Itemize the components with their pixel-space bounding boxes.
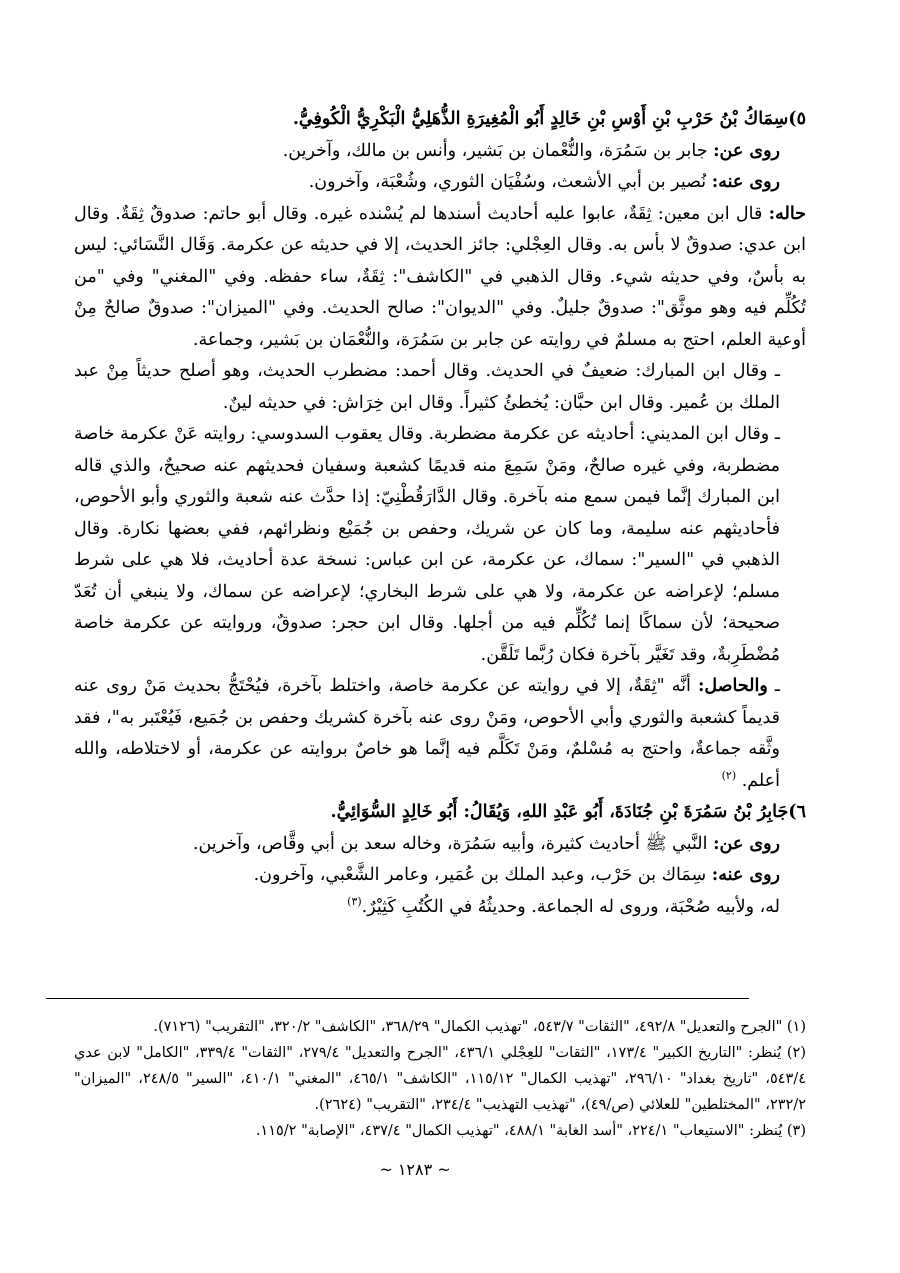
footnote-separator [46, 998, 749, 999]
footnote-1: (١) "الجرح والتعديل" ٤٩٢/٨، "الثقات" ٥٤٣/٧، "تهذيب الكمال" ٣٦٨/٢٩، "الكاشف" ٣٢٠/٢، "التقريب" (٧١٢٦). [153, 1019, 806, 1035]
entry-5-conclusion [74, 671, 806, 797]
footnotes [74, 1014, 806, 1144]
entry-5-paragraph-2: ـ وقال ابن المبارك: ضعيفٌ في الحديث. وقال أحمد: مضطرب الحديث، وهو أصلح حديثاً مِنْ عبد الملك بن عُمير. وقال ابن حبَّان: يُخطئُ كثيراً. وقال ابن خِرَاش: في حديثه لينٌ. [74, 361, 780, 413]
footnote-2: (٢) يُنظر: "التاريخ الكبير" ١٧٣/٤، "الثقات" للعِجْلي ٤٣٦/١، "الجرح والتعديل" ٢٧٩/٤، "الثقات" ٣٣٩/٤، "الكامل" لابن عدي ٥٤٣/٤، "تاريخ بغداد" ٢٩٦/١٠، "تهذيب الكمال" ١١٥/١٢، "الكاشف" ٤٦٥/١، "المغني" ٤١٠/١، "السير" ٢٤٨/٥، "الميزان" ٢٣٢/٢، "المختلطين" للعلائي (ص/٤٩)، "تهذيب التهذيب" ٢٣٤/٤، "التقريب" (٢٦٢٤). [74, 1045, 807, 1113]
footnote-ref-2[interactable]: (٢) [721, 768, 737, 782]
conclusion-dash: ـ [767, 676, 780, 696]
status-text: قال ابن معين: ثِقَةٌ، عابوا عليه أحاديث أسندها لم يُسْنده غيره. وقال أبو حاتم: صدوقٌ ثِقَةٌ. وقال ابن عدي: صدوقٌ لا بأس به. وقال العِجْلي: جائز الحديث، إلا في حديثه عن عكرمة. وَقَال النَّسَائي: ليس به بأسٌ، وفي حديثه شيء. وقال الذهبي في "الكاشف": ثِقَةٌ، ساء حفظه. وفي "المغني" وفي "من تُكُلِّم فيه وهو موثَّق": صدوقٌ جليلٌ. وفي "الديوان": صالح الحديث. وفي "الميزان": صدوقٌ صالحٌ مِنْ أوعية العلم، احتج به مسلمٌ في روايته عن جابر بن سَمُرَة، والنُّعْمَان بن بَشير، وجماعة. [74, 203, 806, 350]
companionship-text: له، ولأبيه صُحْبَة، وروى له الجماعة. وحديثُهُ في الكُتُبِ كَثِيْرٌ. [361, 896, 780, 917]
status-label: حاله: [768, 203, 806, 224]
entry-5-narrated-by [74, 167, 806, 199]
entry-6-companionship [74, 892, 806, 924]
footnote-ref-3[interactable]: (٣) [347, 894, 362, 908]
entry-5-heading: ٥)سِمَاكُ بْنُ حَرْبِ بْنِ أَوْسِ بْنِ خَالِدٍ أَبُو الْمُغِيرَةِ الذُّهَلِيُّ الْبَكْرِيُّ الْكُوفِيُّ. [292, 109, 806, 129]
narrated-from-text: النَّبي ﷺ أحاديث كثيرة، وأبيه سَمُرَة، وخاله سعد بن أبي وقَّاص، وآخرين. [192, 833, 714, 854]
narrated-by-label: روى عنه: [711, 865, 780, 885]
narrated-by-text: سِمَاك بن حَرْب، وعبد الملك بن عُمَير، وعامر الشَّعْبي، وآخرون. [253, 865, 712, 885]
entry-5-status [74, 199, 806, 357]
entry-5-paragraph-3: ـ وقال ابن المديني: أحاديثه عن عكرمة مضطربة. وقال يعقوب السدوسي: روايته عَنْ عكرمة خاصة مضطربة، وفي غيره صالحٌ، ومَنْ سَمِعَ منه قديمًا كشعبة وسفيان فحديثهم عنه صحيحٌ، والذي قاله ابن المبارك إنَّما فيمن سمع منه بآخرة. وقال الدَّارَقُطْنِيّ: إذا حدَّث عنه شعبة والثوري وأبو الأحوص، فأحاديثهم عنه سليمة، وما كان عن شريك، وحفص بن جُمَيْع ونظرائهم، ففي بعضها نكارة. وقال الذهبي في "السير": سماك، عن عكرمة، عن ابن عباس: نسخة عدة أحاديث، فلا هي على شرط مسلم؛ لإعراضه عن عكرمة، ولا هي على شرط البخاري؛ لإعراضه عن سماك، ولا ينبغي أن تُعَدّ صحيحة؛ لأن سماكًا إنما تُكُلِّم فيه من أجلها. وقال ابن حجر: صدوقٌ، وروايته عن عكرمة خاصة مُضْطَرِبةٌ، وقد تَغَيَّر بآخرة فكان رُبَّما تَلَقَّن. [74, 424, 780, 665]
narrated-by-label: روى عنه: [711, 172, 780, 192]
entry-6-narrated-by [74, 860, 806, 892]
conclusion-text: أنَّه "ثِقَةٌ، إلا في روايته عن عكرمة خاصة، واختلط بآخرة، فيُحْتَجُّ بحديث مَنْ روى عنه قديماً كشعبة والثوري وأبي الأحوص، ومَنْ روى عنه بآخرة كشريك وحفص بن جُمَيع، فَيُعْتَبر به"، فقد وثَّقه جماعةٌ، واحتج به مُسْلمٌ، ومَنْ تَكَلَّم فيه إنَّما هو خاصٌ بروايته عن عكرمة، أو لاختلاطه، والله أعلم. [74, 676, 780, 791]
entry-5-narrated-from [74, 136, 806, 168]
footnote-3: (٣) يُنظر: "الاستيعاب" ٢٢٤/١، "أسد الغابة" ٤٨٨/١، "تهذيب الكمال" ٤٣٧/٤، "الإصابة" ١١٥/٢. [255, 1123, 806, 1139]
narrated-from-label: روى عن: [713, 833, 780, 854]
narrated-from-text: جابر بن سَمُرَة، والنُّعْمان بن بَشير، وأنس بن مالك، وآخرين. [282, 140, 714, 161]
narrated-by-text: نُصير بن أبي الأشعث، وسُفْيَان الثوري، وشُعْبَة، وآخرون. [308, 172, 712, 192]
page-number: ~ ١٢٨٣ ~ [379, 1160, 451, 1179]
entry-6-narrated-from [74, 829, 806, 861]
narrated-from-label: روى عن: [713, 140, 780, 161]
main-text [74, 104, 806, 923]
entry-6-heading: ٦)جَابِرُ بْنُ سَمُرَةَ بْنِ جُنَادَةَ، أَبُو عَبْدِ اللهِ، وَيُقَالُ: أَبُو خَالِدٍ السُّوَائِيُّ. [330, 802, 806, 822]
conclusion-label: والحاصل: [697, 676, 768, 696]
